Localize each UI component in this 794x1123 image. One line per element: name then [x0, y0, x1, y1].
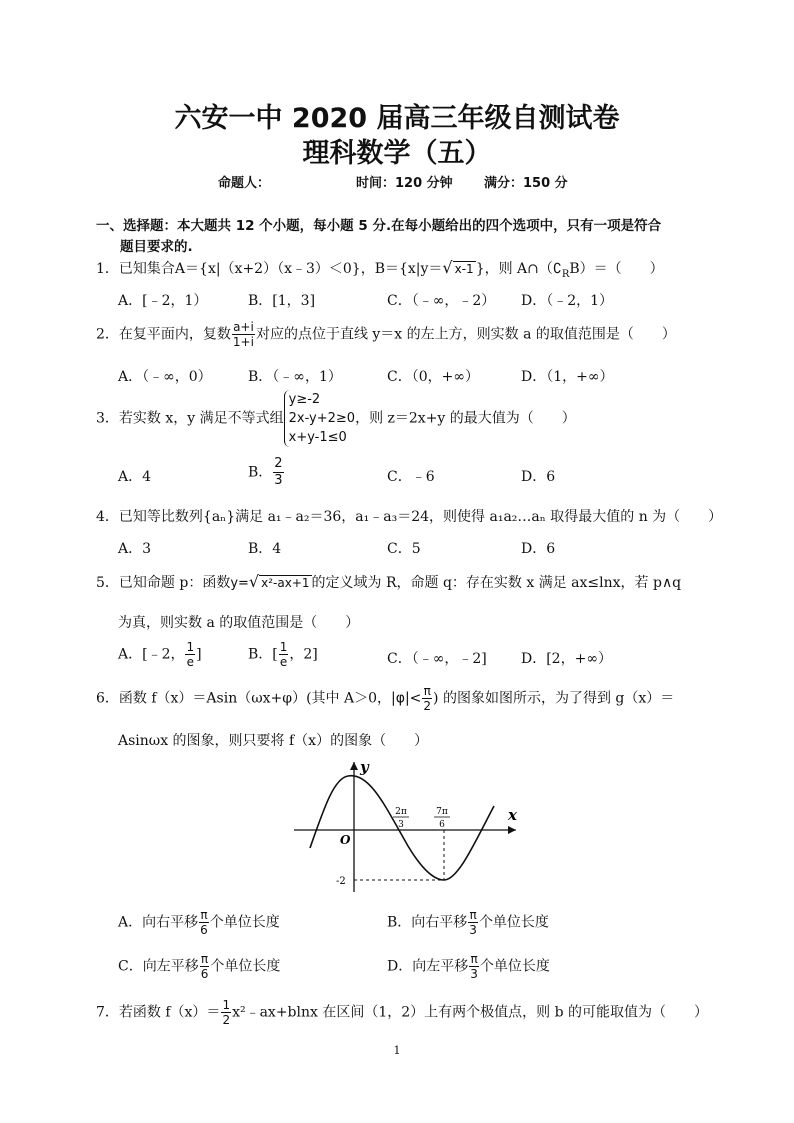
q3-option-a[interactable]: A．4 [118, 469, 152, 485]
q6-option-a[interactable]: A．向右平移 $\frac{\pi}{6}$ 个单位长度 [118, 908, 280, 937]
page-title: 六安一中 2020 届高三年级自测试卷 [174, 103, 620, 134]
page-subtitle: 理科数学（五） [302, 138, 492, 169]
q5-option-b[interactable]: B．[ $\frac{1}{e}$ ，2] [248, 640, 318, 669]
q6-option-b[interactable]: B．向右平移 $\frac{\pi}{3}$ 个单位长度 [387, 908, 549, 937]
q3-option-d[interactable]: D．6 [521, 469, 556, 485]
q5-func: y= [230, 576, 249, 591]
q3-option-c[interactable]: C．﹣6 [387, 469, 435, 485]
q6-option-c[interactable]: C．向左平移 $\frac{\pi}{6}$ 个单位长度 [118, 952, 281, 981]
q4-option-c[interactable]: C．5 [387, 541, 421, 557]
page-number: 1 [393, 1044, 401, 1057]
q4-option-d[interactable]: D．6 [521, 541, 556, 557]
q5-sqrt: x²-ax+1 [261, 576, 310, 590]
tick1-num: 2π [395, 807, 407, 817]
x-axis-label: x [508, 806, 517, 824]
q2-text-2: 对应的点位于直线 y＝x 的左上方，则实数 a 的取值范围是（ ） [255, 326, 676, 343]
q1-set-b: B＝{x|y＝ [374, 261, 443, 277]
q1-sqrt: x-1 [454, 262, 474, 276]
q2-text: 2．在复平面内，复数 [96, 326, 231, 343]
q1-option-b[interactable]: B．[1，3] [248, 293, 316, 309]
question-2 [96, 320, 676, 349]
question-1 [96, 258, 664, 280]
q3-option-b[interactable]: B． $\frac{2}{3}$ [248, 456, 283, 488]
question-7 [96, 998, 708, 1027]
min-value-label: -2 [336, 876, 346, 887]
author-label: 命题人： [218, 176, 271, 191]
tick2-den: 6 [439, 820, 445, 830]
time-label: 时间：120 分钟 [356, 176, 453, 191]
q3-inequality-system: y≥-2 2x-y+2≥0 x+y-1≤0 [284, 390, 355, 447]
q5-option-a[interactable]: A．[﹣2， $\frac{1}{e}$ ] [118, 640, 202, 669]
q1-text-2: }，则 A∩（∁ [475, 261, 562, 277]
question-4: 4．已知等比数列{aₙ}满足 a₁﹣a₂＝36，a₁﹣a₃＝24，则使得 a₁a₂…aₙ 取得最大值的 n 为（ ） [96, 509, 723, 525]
tick1-den: 3 [398, 820, 404, 830]
q3-text: 3．若实数 x，y 满足不等式组 [96, 410, 284, 427]
q6-sine-graph [288, 758, 528, 898]
q1-set-a: A＝{x|（x+2）（x﹣3）＜0}， [174, 261, 375, 277]
q3-text-2: ，则 z＝2x+y 的最大值为（ ） [355, 410, 576, 427]
question-5 [96, 572, 681, 592]
section-heading-cont: 题目要求的. [120, 239, 193, 255]
q1-option-c[interactable]: C．（﹣∞，﹣2） [387, 293, 496, 309]
q2-fraction: $\frac{a+i}{1+i}$ [232, 320, 254, 349]
y-axis-arrow-icon [350, 762, 358, 770]
q6-fraction: $\frac{\pi}{2}$ [423, 684, 432, 713]
radical-icon: √ [442, 258, 453, 277]
section-heading: 一、选择题：本大题共 12 个小题，每小题 5 分.在每小题给出的四个选项中，只有一项是符合 [96, 218, 662, 234]
q2-option-c[interactable]: C．（0，+∞） [387, 369, 480, 385]
q4-option-a[interactable]: A．3 [118, 541, 152, 557]
q1-option-d[interactable]: D．（﹣2，1） [521, 293, 614, 309]
q4-option-b[interactable]: B．4 [248, 541, 282, 557]
q5-option-c[interactable]: C．（﹣∞，﹣2] [387, 651, 487, 667]
q7-text: 7．若函数 f（x）＝ [96, 1004, 221, 1021]
q2-option-d[interactable]: D．（1，+∞） [521, 369, 614, 385]
question-6 [96, 684, 674, 713]
q6-option-d[interactable]: D．向左平移 $\frac{\pi}{3}$ 个单位长度 [387, 952, 550, 981]
radical-icon: √ [248, 572, 260, 591]
q6-text-2: ) 的图象如图所示，为了得到 g（x）＝ [433, 690, 675, 707]
q7-fraction: $\frac{1}{2}$ [222, 998, 231, 1027]
q5-text: 5．已知命题 p：函数 [96, 575, 231, 591]
q1-subscript: R [561, 268, 570, 280]
q7-text-2: x²﹣ax+blnx 在区间（1，2）上有两个极值点，则 b 的可能取值为（ ） [232, 1004, 709, 1021]
score-label: 满分：150 分 [484, 176, 568, 191]
question-6-cont: Asinωx 的图象，则只要将 f（x）的图象（ ） [118, 733, 429, 749]
tick2-num: 7π [436, 807, 448, 817]
question-3 [96, 390, 576, 447]
question-5-cont: 为真，则实数 a 的取值范围是（ ） [118, 615, 360, 631]
q5-option-d[interactable]: D．[2，+∞） [521, 651, 612, 667]
q6-text: 6．函数 f（x）＝Asin（ωx+φ）(其中 A＞0， [96, 690, 391, 707]
x-axis-arrow-icon [508, 826, 516, 834]
q2-option-a[interactable]: A．（﹣∞，0） [118, 369, 212, 385]
q1-text-3: B）＝（ ） [569, 261, 664, 277]
origin-label: O [340, 833, 351, 847]
q5-text-2: 的定义域为 R，命题 q：存在实数 x 满足 ax≤lnx，若 p∧q [311, 575, 682, 591]
q2-option-b[interactable]: B．（﹣∞，1） [248, 369, 342, 385]
q1-text: 1．已知集合 [96, 261, 175, 277]
q1-option-a[interactable]: A．[﹣2，1） [118, 293, 208, 309]
y-axis-label: y [360, 758, 369, 776]
q6-abs: |φ|< [391, 690, 422, 707]
